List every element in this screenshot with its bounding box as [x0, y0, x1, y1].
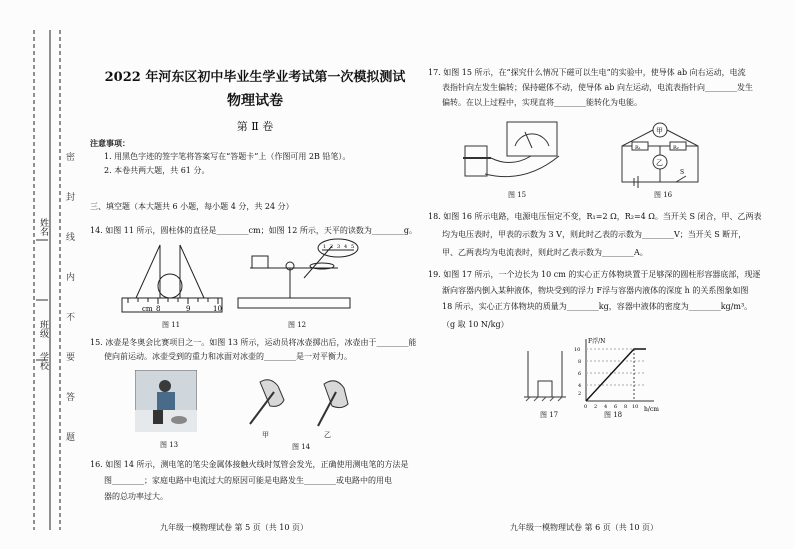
note-item: 2. 本卷共两大题，共 61 分。: [104, 166, 210, 175]
fig15-caption: 图 15: [508, 191, 527, 199]
question-15-line1: 15. 冰壶是冬奥会比赛项目之一。如图 13 所示，运动员将冰壶掷出后，冰壶由于________能: [90, 338, 417, 347]
fig14-jia: 甲: [262, 431, 269, 439]
ruler-label: 9: [186, 305, 191, 313]
class-label: 班级: [38, 320, 48, 338]
notes-title: 注意事项：: [90, 138, 130, 148]
fill-section-heading: 三、填空题（本大题共 6 小题，每小题 4 分，共 24 分）: [90, 202, 294, 211]
r1-label: R₁: [635, 145, 641, 151]
r2-label: R₂: [673, 145, 679, 151]
question-19-line2: 渐向容器内倒入某种液体，物块受到的浮力 F浮与容器内液体的深度 h 的关系图象如图: [442, 286, 749, 295]
fig14-caption: 图 14: [292, 443, 311, 451]
section-heading: 第 Ⅱ 卷: [236, 120, 274, 133]
seal-char: 密: [66, 153, 76, 163]
seal-char: 内: [66, 273, 76, 283]
ruler-label: 8: [156, 305, 161, 313]
question-15-line2: 使向前运动。冰壶受到的重力和冰面对冰壶的________是一对平衡力。: [104, 352, 352, 361]
figure-14-test-pens: [240, 372, 370, 432]
x-tick: 0: [584, 404, 588, 410]
fig12-caption: 图 12: [288, 321, 307, 329]
seal-char: 答: [66, 393, 76, 403]
x-tick: 2: [594, 404, 598, 410]
fig16-caption: 图 16: [654, 191, 673, 199]
question-18-line2: 均为电压表时，甲表的示数为 3 V，则此时乙表的示数为________V；当开关 S 断开，: [442, 230, 747, 239]
question-17-line2: 表指针向左发生偏转；保持磁体不动，使导体 ab 向左运动，电流表指针向________发生: [442, 83, 753, 92]
balance-label: 1: [323, 244, 327, 250]
balance-label: 5: [351, 244, 355, 250]
school-label: 学校: [38, 352, 48, 370]
footer-left: 九年级一模物理试卷 第 5 页（共 10 页）: [160, 523, 308, 532]
fig11-caption: 图 11: [162, 321, 181, 329]
exam-subtitle: 物理试卷: [227, 93, 283, 109]
figure-13-curling-photo: [135, 370, 197, 432]
x-tick: 8: [624, 404, 628, 410]
x-tick: 10: [632, 404, 639, 410]
fig13-caption: 图 13: [160, 441, 179, 449]
switch-label: S: [680, 169, 685, 176]
figure-11-ruler: [118, 240, 228, 320]
x-axis-label: h/cm: [644, 406, 659, 413]
y-tick: 8: [578, 359, 582, 365]
question-17-line3: 偏转。在以上过程中，实现直将________能转化为电能。: [442, 98, 642, 107]
x-tick: 6: [614, 404, 618, 410]
y-axis-label: F浮/N: [588, 338, 606, 345]
question-16-line3: 器的总功率过大。: [104, 492, 168, 501]
y-tick: 10: [574, 347, 581, 353]
fig17-caption: 图 17: [540, 411, 559, 419]
meter-yi-label: 乙: [656, 159, 663, 167]
seal-char: 不: [66, 313, 76, 323]
seal-char: 题: [66, 433, 76, 443]
footer-right: 九年级一模物理试卷 第 6 页（共 10 页）: [510, 523, 658, 532]
name-label: 姓名: [38, 218, 48, 236]
exam-title: 2022 年河东区初中毕业生学业考试第一次模拟测试: [104, 70, 406, 85]
figure-15-apparatus: [455, 118, 575, 188]
ruler-label: 10: [213, 305, 222, 313]
fig14-yi: 乙: [324, 431, 331, 439]
balance-label: 3: [337, 244, 341, 250]
figure-17-container: [520, 345, 570, 405]
meter-jia-label: 甲: [656, 127, 663, 135]
question-18-line3: 甲、乙两表均为电流表时，则此时乙表示数为________A。: [442, 248, 648, 257]
question-17-line1: 17. 如图 15 所示，在“探究什么情况下磁可以生电”的实验中，使导体 ab 向右运动，电流: [428, 68, 746, 77]
balance-label: 4: [344, 244, 348, 250]
ruler-label: cm: [142, 305, 153, 313]
question-16-line2: 图________；家庭电路中电流过大的原因可能是电路发生________或电路中的用电: [104, 476, 392, 485]
binding-margin: [0, 0, 80, 549]
question-14: 14. 如图 11 所示，圆柱体的直径是________cm；如图 12 所示，天平的读数为________g。: [90, 226, 417, 235]
question-19-line1: 19. 如图 17 所示，一个边长为 10 cm 的实心正方体物块置于足够深的圆柱形容器底部，现逐: [428, 270, 761, 279]
figure-12-balance: [230, 238, 360, 318]
seal-char: 要: [66, 353, 76, 363]
question-18-line1: 18. 如图 16 所示电路，电源电压恒定不变，R₁=2 Ω，R₂=4 Ω。当开关 S 闭合，甲、乙两表: [428, 212, 762, 221]
question-19-line3: 18 所示，实心正方体物块的质量为________kg，容器中液体的密度为________kg/m³。: [442, 302, 753, 311]
x-tick: 4: [604, 404, 608, 410]
y-tick: 4: [578, 383, 582, 389]
note-item: 1. 用黑色字迹的签字笔将答案写在“答题卡”上（作图可用 2B 铅笔）。: [104, 152, 351, 161]
question-19-line4: （g 取 10 N/kg）: [442, 320, 509, 329]
figure-16-circuit: [610, 120, 710, 190]
seal-char: 封: [66, 193, 76, 203]
y-tick: 6: [578, 371, 582, 377]
balance-label: 2: [330, 244, 334, 250]
fig18-caption: 图 18: [604, 411, 623, 419]
y-tick: 2: [578, 391, 582, 397]
question-16-line1: 16. 如图 14 所示，测电笔的笔尖金属体接触火线时氖管会发光，正确使用测电笔的方法是: [90, 460, 409, 469]
figure-18-graph: [570, 335, 660, 415]
seal-char: 线: [66, 233, 76, 243]
